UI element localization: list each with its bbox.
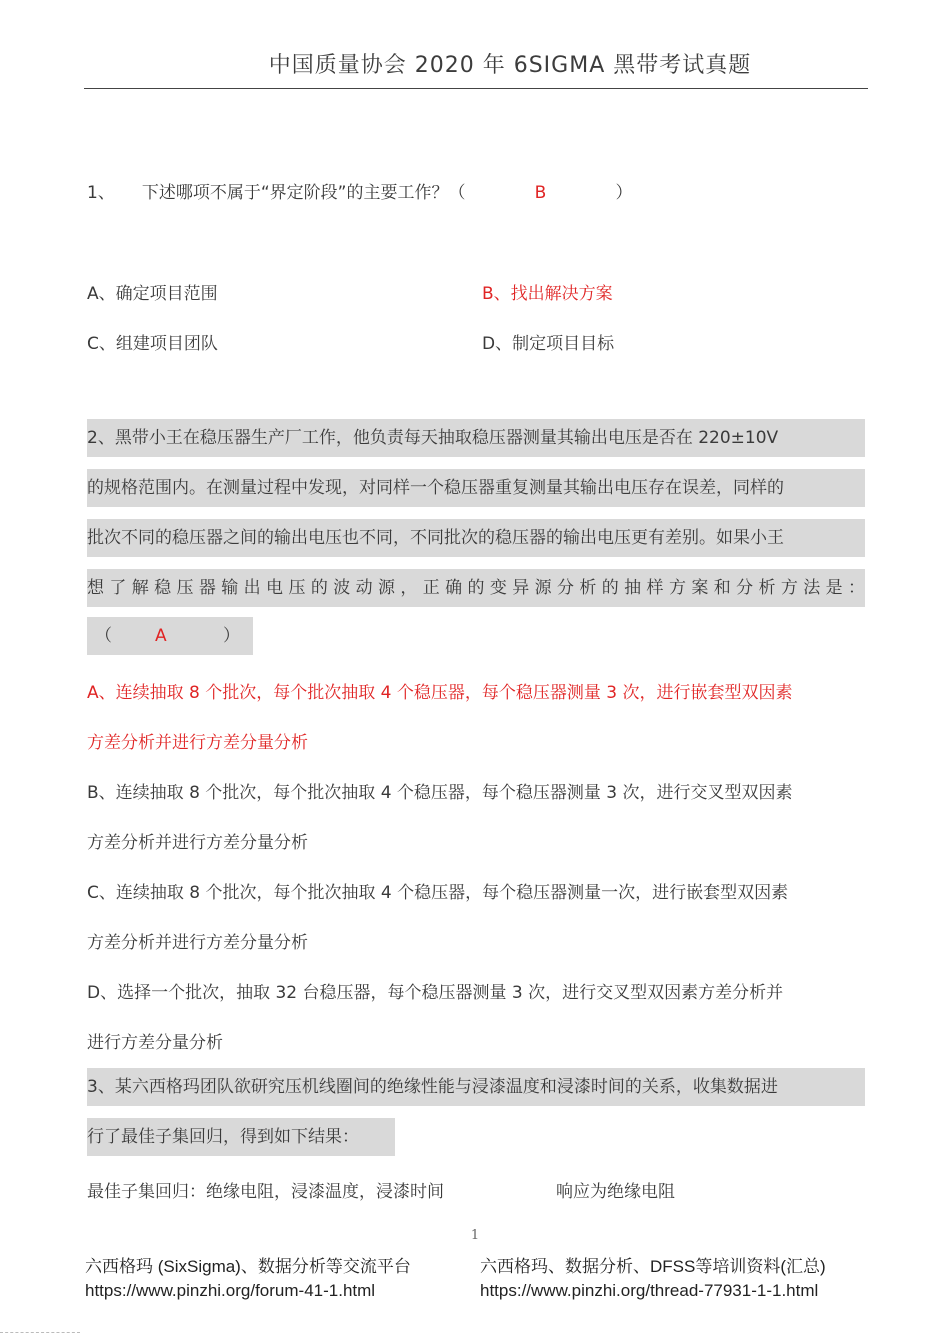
q1-option-d: D、制定项目目标 [482,334,615,354]
question-2-line: 批次不同的稳压器之间的输出电压也不同，不同批次的稳压器的输出电压更有差别。如果小王 [87,519,865,557]
question-2-line: 2、黑带小王在稳压器生产厂工作，他负责每天抽取稳压器测量其输出电压是否在 220±10V [87,419,865,457]
question-2-answer: A [155,626,167,646]
q1-option-a: A、确定项目范围 [87,284,218,304]
q2-option-b: B、连续抽取 8 个批次，每个批次抽取 4 个稳压器，每个稳压器测量 3 次，进行交叉型双因素 [87,783,793,803]
response-label: 响应为绝缘电阻 [556,1182,675,1202]
question-2-line: 的规格范围内。在测量过程中发现，对同样一个稳压器重复测量其输出电压存在误差，同样的 [87,469,865,507]
page-title: 中国质量协会 2020 年 6SIGMA 黑带考试真题 [268,53,752,78]
q2-option-c: C、连续抽取 8 个批次，每个批次抽取 4 个稳压器，每个稳压器测量一次，进行嵌套型双因素 [87,883,789,903]
footer-right-link[interactable]: https://www.pinzhi.org/thread-77931-1-1.html [480,1281,819,1300]
q2-option-d-cont: 进行方差分量分析 [87,1033,223,1053]
footer-left-title: 六西格玛 (SixSigma)、数据分析等交流平台 [85,1257,411,1276]
question-1-text: 1、 下述哪项不属于“界定阶段”的主要工作？（ [87,183,466,203]
question-2-line: 想了解稳压器输出电压的波动源，正确的变异源分析的抽样方案和分析方法是： [87,569,865,607]
page-number: 1 [470,1228,480,1243]
question-1-answer: B [534,183,547,203]
question-2-answer-box [87,617,253,655]
best-subset-label: 最佳子集回归：绝缘电阻，浸漆温度，浸漆时间 [87,1182,444,1202]
question-3-line: 行了最佳子集回归，得到如下结果： [87,1118,395,1156]
q2-option-d: D、选择一个批次，抽取 32 台稳压器，每个稳压器测量 3 次，进行交叉型双因素方差分析并 [87,983,784,1003]
question-1-close: ） [615,183,633,203]
answer-close-paren: ） [223,626,240,646]
q2-option-b-cont: 方差分析并进行方差分量分析 [87,833,308,853]
header-divider [84,88,868,89]
footer-left-link[interactable]: https://www.pinzhi.org/forum-41-1.html [85,1281,376,1300]
q2-option-c-cont: 方差分析并进行方差分量分析 [87,933,308,953]
footer-right [480,1255,826,1303]
question-1 [87,178,632,203]
question-3-line: 3、某六西格玛团队欲研究压机线圈间的绝缘性能与浸漆温度和浸漆时间的关系，收集数据进 [87,1068,865,1106]
page-edge-mark [0,1332,80,1339]
answer-open-paren: （ [95,626,112,646]
footer-right-title: 六西格玛、数据分析、DFSS等培训资料(汇总) [480,1257,826,1276]
q1-option-c: C、组建项目团队 [87,334,218,354]
q2-option-a-correct: A、连续抽取 8 个批次，每个批次抽取 4 个稳压器，每个稳压器测量 3 次，进行嵌套型双因素 [87,683,793,703]
q2-option-a-correct-cont: 方差分析并进行方差分量分析 [87,733,308,753]
q1-option-b-correct: B、找出解决方案 [482,284,613,304]
footer-left [85,1255,411,1303]
